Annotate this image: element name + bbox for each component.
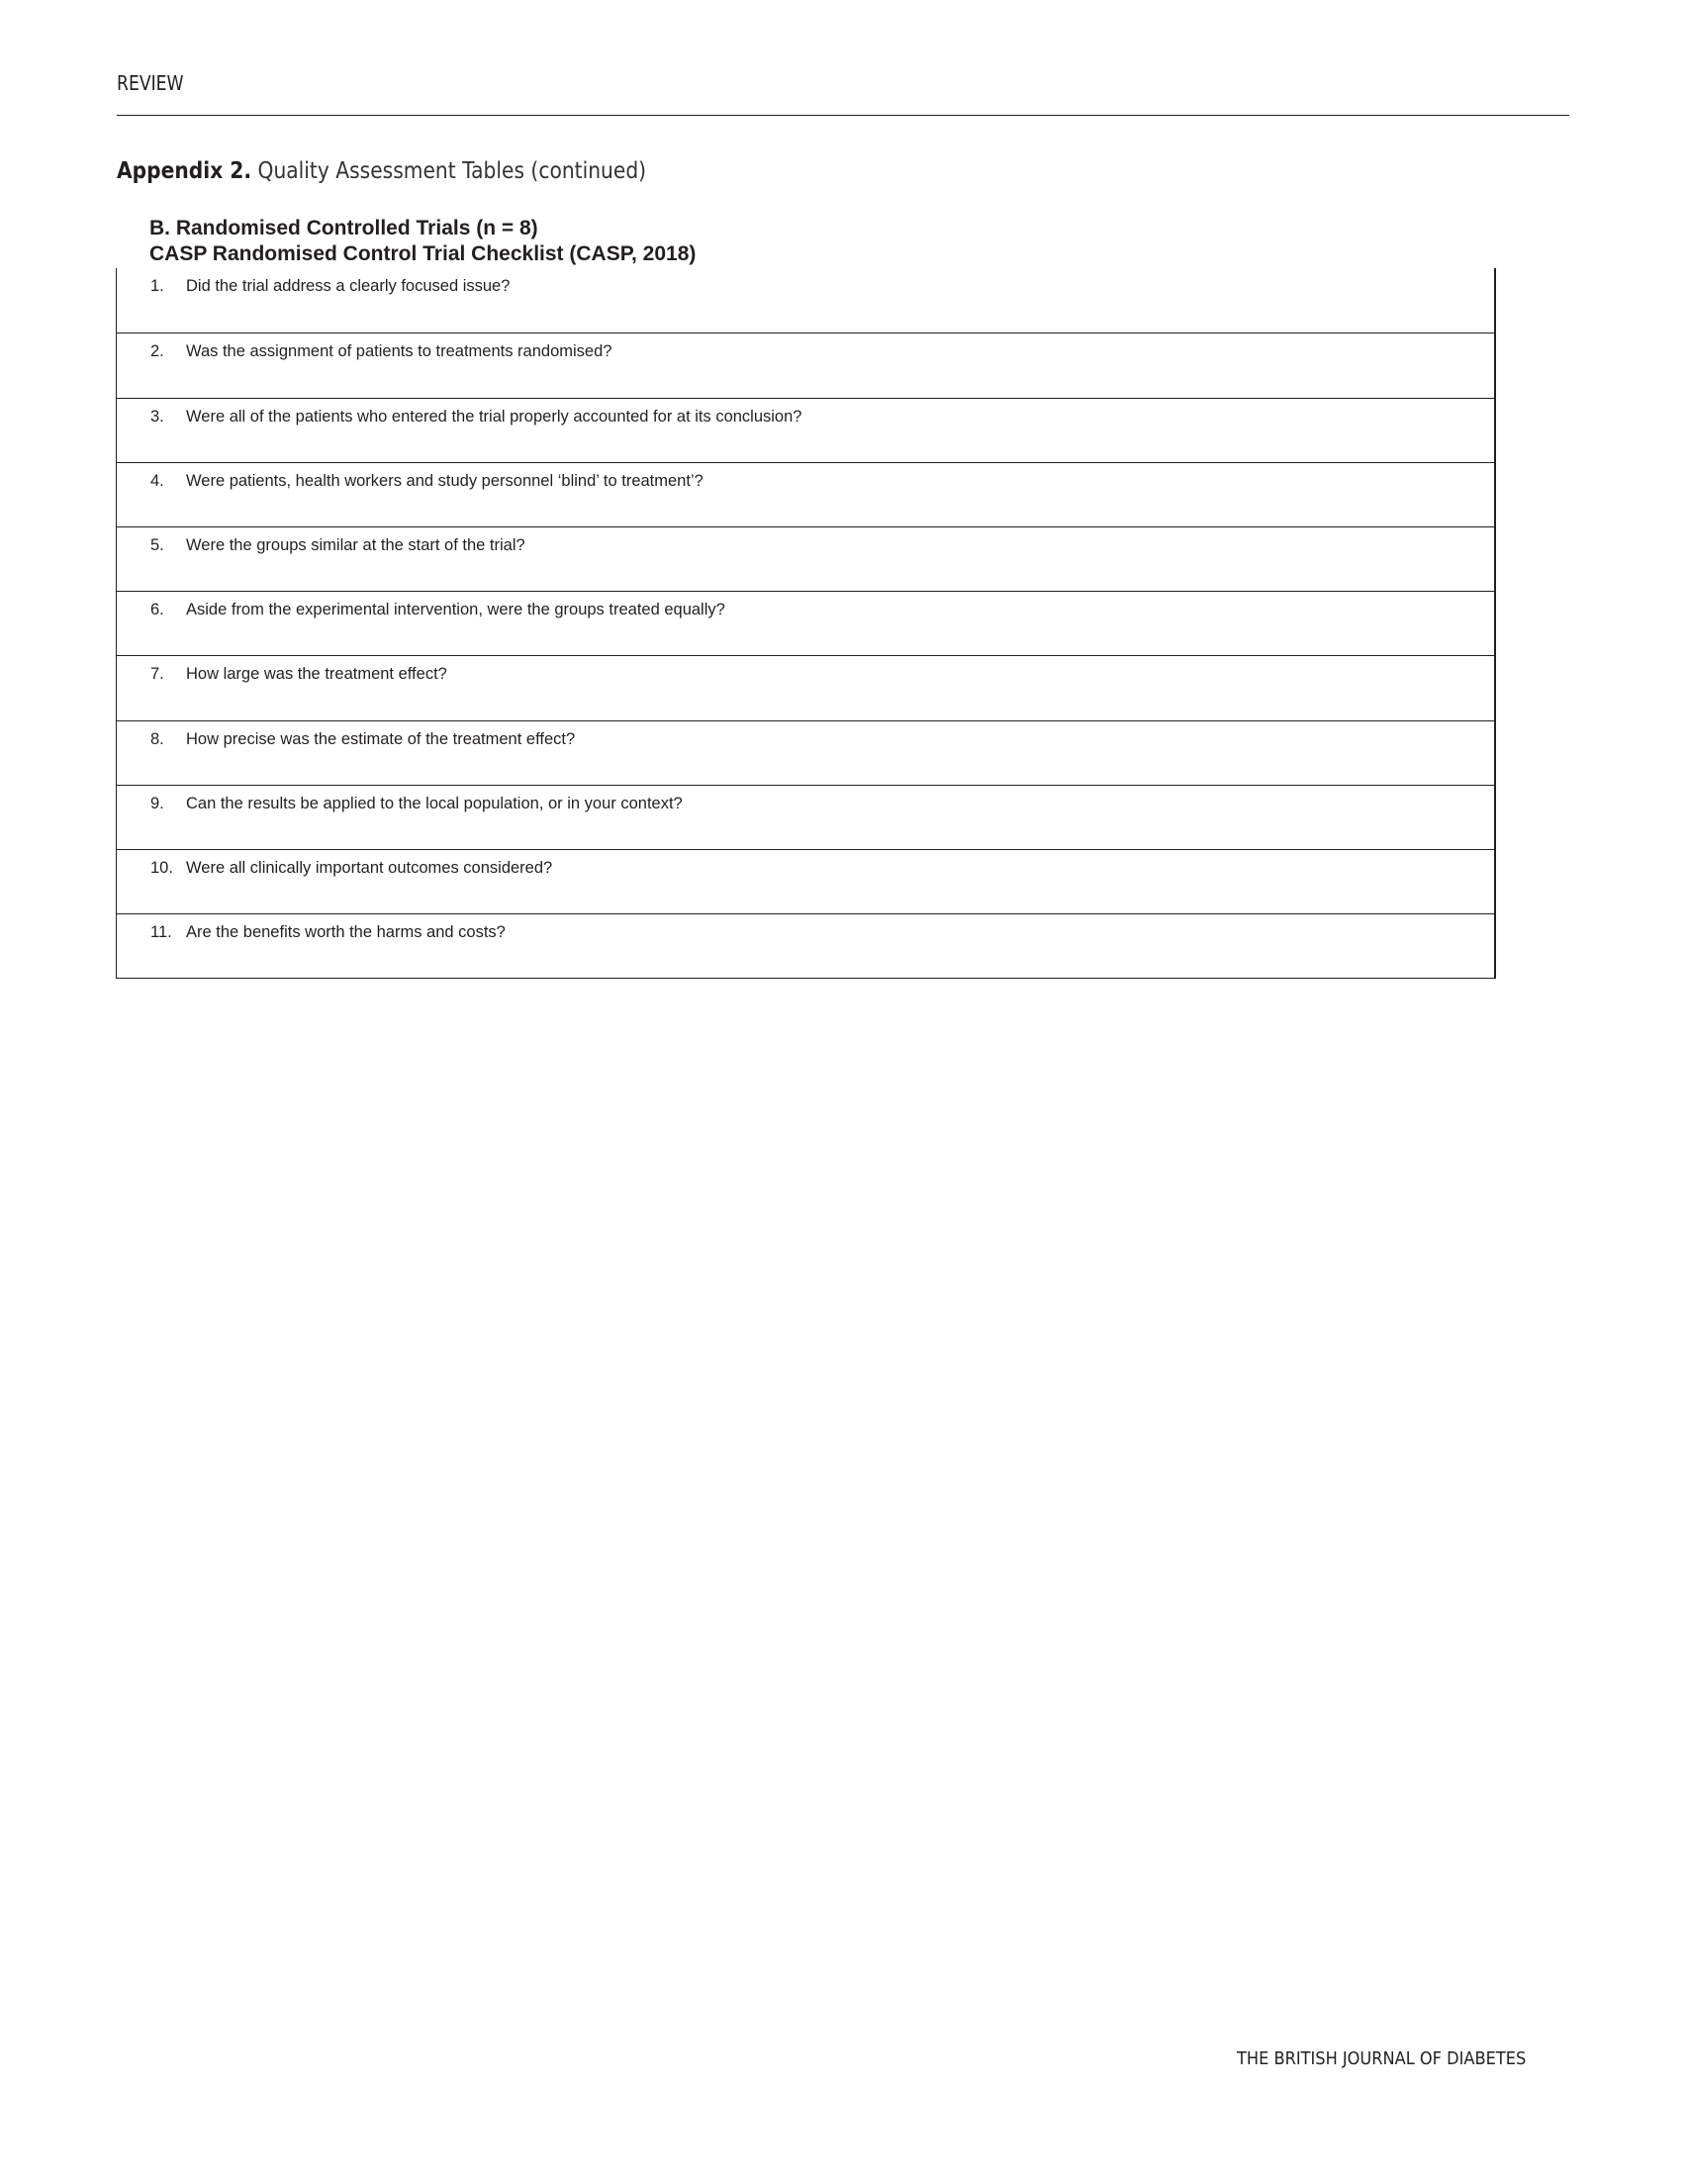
item-number: 4. (150, 471, 164, 490)
item-number: 5. (150, 535, 164, 554)
checklist-row (117, 268, 1494, 332)
checklist-row (117, 398, 1494, 462)
appendix-title-text: Quality Assessment Tables (continued) (257, 158, 647, 184)
item-question: How precise was the estimate of the treatment effect? (186, 729, 576, 748)
checklist-row (117, 849, 1494, 913)
item-question: Are the benefits worth the harms and costs? (186, 923, 506, 942)
item-number: 6. (150, 601, 164, 619)
item-number: 7. (150, 665, 164, 684)
checklist-row (117, 591, 1494, 655)
casp-checklist-table (116, 268, 1496, 979)
checklist-row (117, 332, 1494, 397)
item-question: Was the assignment of patients to treatments randomised? (186, 342, 612, 361)
checklist-row (117, 462, 1494, 526)
checklist-row (117, 720, 1494, 785)
checklist-row (117, 785, 1494, 849)
item-question: Were the groups similar at the start of the trial? (186, 535, 525, 554)
item-number: 1. (150, 277, 164, 295)
checklist-row (117, 913, 1494, 978)
appendix-title (117, 158, 646, 184)
item-question: Were patients, health workers and study personnel ‘blind’ to treatment’? (186, 471, 703, 490)
item-number: 2. (150, 342, 164, 361)
item-question: How large was the treatment effect? (186, 665, 447, 684)
item-number: 8. (150, 729, 164, 748)
item-number: 3. (150, 407, 164, 426)
header-rule (117, 115, 1569, 116)
item-question: Did the trial address a clearly focused issue? (186, 277, 511, 295)
section-subheading: CASP Randomised Control Trial Checklist (CASP, 2018) (149, 242, 697, 265)
checklist-row (117, 526, 1494, 591)
running-head: REVIEW (117, 71, 184, 95)
appendix-label: Appendix 2. (117, 158, 252, 184)
section-heading: B. Randomised Controlled Trials (n = 8) (149, 217, 538, 239)
item-number: 11. (150, 923, 172, 942)
checklist-row (117, 655, 1494, 719)
item-question: Aside from the experimental intervention, were the groups treated equally? (186, 601, 725, 619)
item-question: Were all of the patients who entered the trial properly accounted for at its conclusion? (186, 407, 802, 426)
item-number: 9. (150, 794, 164, 812)
item-question: Were all clinically important outcomes considered? (186, 858, 553, 877)
item-number: 10. (150, 858, 173, 877)
item-question: Can the results be applied to the local population, or in your context? (186, 794, 683, 812)
journal-footer: THE BRITISH JOURNAL OF DIABETES (1237, 2048, 1527, 2069)
